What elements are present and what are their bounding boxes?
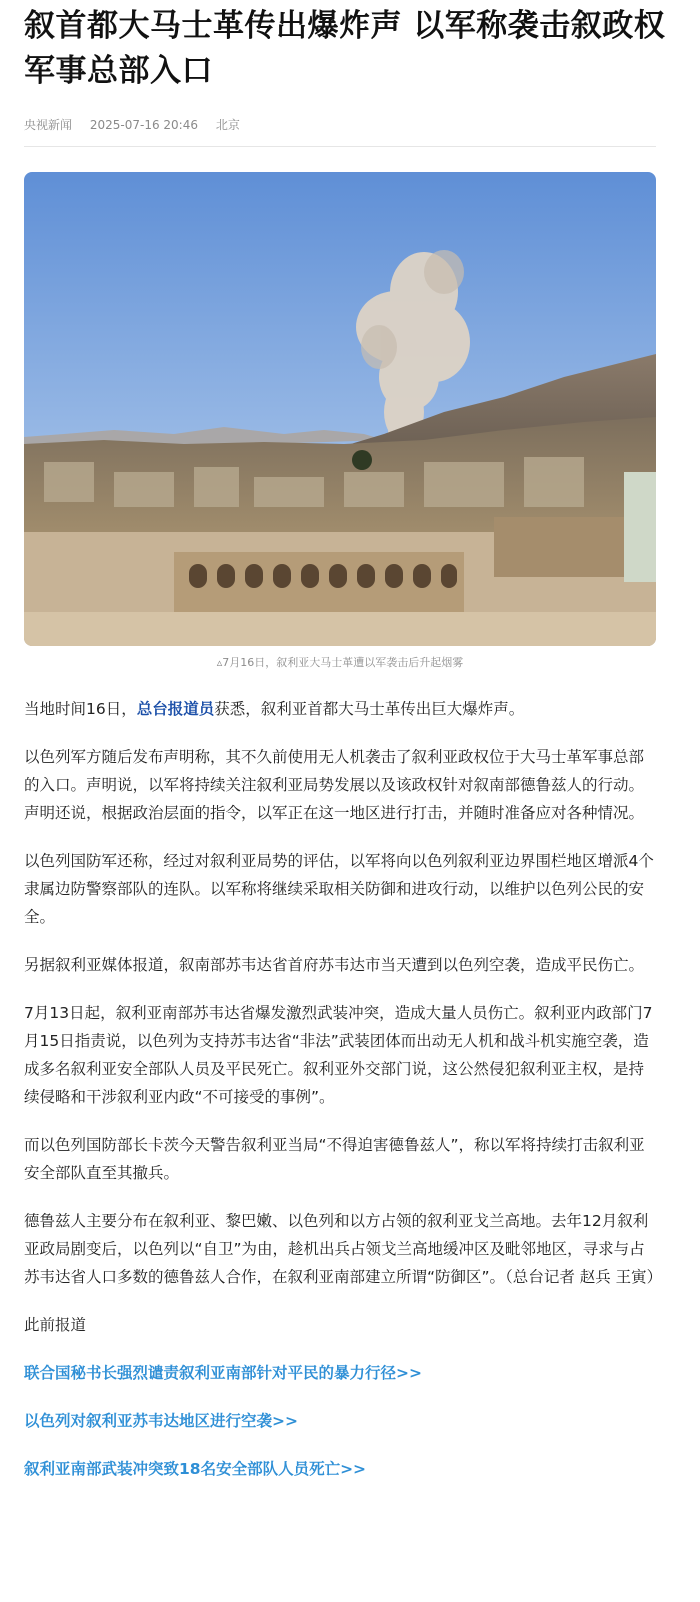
article-source[interactable]: 央视新闻 — [24, 118, 73, 132]
related-link-3[interactable]: 叙利亚南部武装冲突致18名安全部队人员死亡>> — [24, 1460, 367, 1478]
related-links — [24, 1359, 659, 1483]
related-heading: 此前报道 — [24, 1316, 87, 1334]
paragraph-5: 7月13日起，叙利亚南部苏韦达省爆发激烈武装冲突，造成大量人员伤亡。叙利亚内政部门7月15日指责说，以色列为支持苏韦达省“非法”武装团体而出动无人机和战斗机实施空袭，造成多名叙利亚安全部队人员及平民死亡。叙利亚外交部门说，这公然侵犯叙利亚主权，是持续侵略和干涉叙利亚内政“不可接受的事例”。 — [24, 1004, 653, 1106]
paragraph-4: 另据叙利亚媒体报道，叙南部苏韦达省首府苏韦达市当天遭到以色列空袭，造成平民伤亡。 — [24, 956, 645, 974]
reporter-link[interactable]: 总台报道员 — [136, 700, 215, 718]
paragraph-3: 以色列国防军还称，经过对叙利亚局势的评估，以军将向以色列叙利亚边界围栏地区增派4个隶属边防警察部队的连队。以军称将继续采取相关防御和进攻行动，以维护以色列公民的安全。 — [24, 852, 654, 926]
article-datetime: 2025-07-16 20:46 — [89, 118, 198, 132]
paragraph-1-rest: 获悉，叙利亚首都大马士革传出巨大爆炸声。 — [214, 700, 525, 718]
article-body — [24, 695, 663, 1503]
related-link-1[interactable]: 联合国秘书长强烈谴责叙利亚南部针对平民的暴力行径>> — [24, 1364, 422, 1382]
paragraph-7: 德鲁兹人主要分布在叙利亚、黎巴嫩、以色列和以方占领的叙利亚戈兰高地。去年12月叙利亚政局剧变后，以色列以“自卫”为由，趁机出兵占领戈兰高地缓冲区及毗邻地区，寻求与占苏韦达省人口多数的德鲁兹人合作，在叙利亚南部建立所谓“防御区”。（总台记者 赵兵 王寅） — [24, 1212, 663, 1286]
paragraph-1 — [24, 695, 659, 723]
paragraph-6: 而以色列国防部长卡茨今天警告叙利亚当局“不得迫害德鲁兹人”，称以军将持续打击叙利亚安全部队直至其撤兵。 — [24, 1136, 645, 1182]
article-meta — [24, 116, 254, 134]
paragraph-2: 以色列军方随后发布声明称，其不久前使用无人机袭击了叙利亚政权位于大马士革军事总部的入口。声明说，以军将持续关注叙利亚局势发展以及该政权针对叙南部德鲁兹人的行动。声明还说，根据政治层面的指令，以军正在这一地区进行打击，并随时准备应对各种情况。 — [24, 748, 645, 822]
photo-caption: ▵7月16日，叙利亚大马士革遭以军袭击后升起烟雾 — [216, 656, 464, 669]
article-title: 叙首都大马士革传出爆炸声 以军称袭击叙政权军事总部入口 — [24, 8, 666, 89]
header-divider — [24, 146, 656, 147]
news-photo[interactable] — [24, 172, 656, 646]
article-location: 北京 — [215, 118, 240, 132]
paragraph-1-lead: 当地时间16日， — [24, 700, 137, 718]
related-link-2[interactable]: 以色列对叙利亚苏韦达地区进行空袭>> — [24, 1412, 298, 1430]
